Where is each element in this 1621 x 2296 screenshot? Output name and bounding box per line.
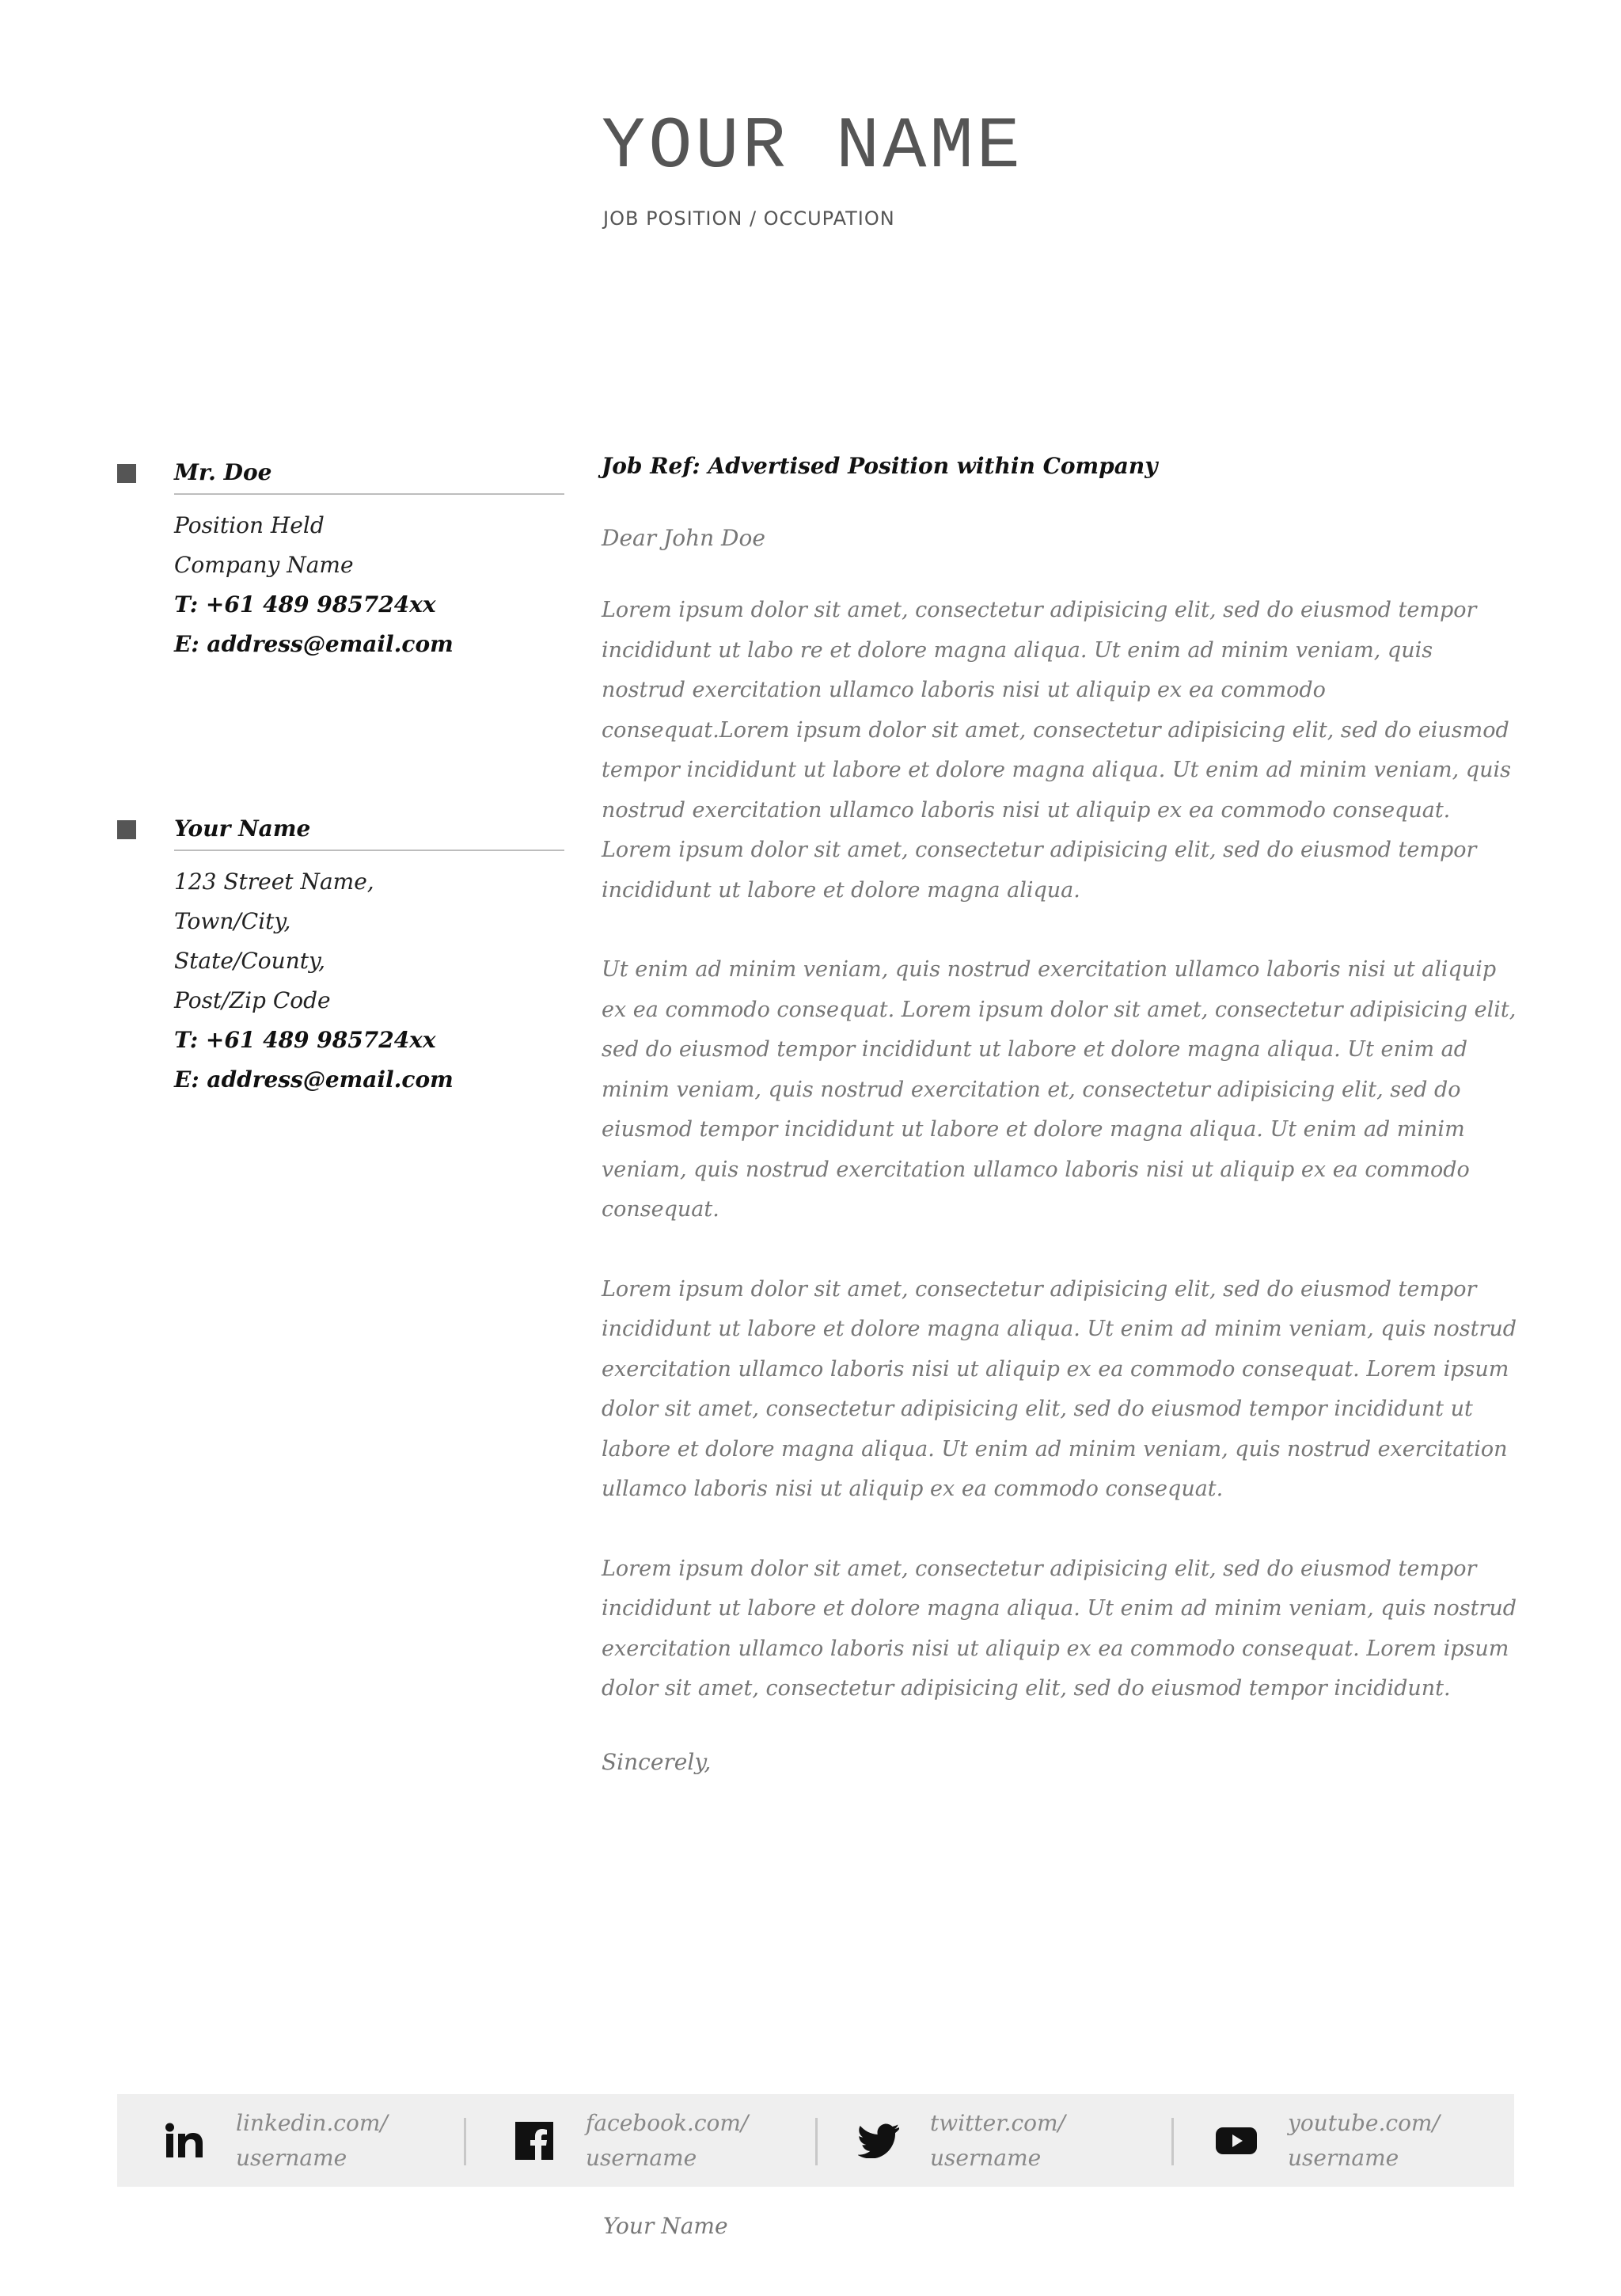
recipient-name: Mr. Doe [174,459,564,495]
facebook-icon [513,2119,556,2162]
youtube-username: username [1288,2144,1399,2171]
facebook-text [586,2106,748,2176]
header-name: YOUR NAME [602,105,1023,188]
facebook-link[interactable] [513,2094,748,2187]
sender-town: Town/City, [174,908,291,934]
linkedin-domain: linkedin.com/ [236,2109,388,2136]
recipient-phone: T: +61 489 985724xx [174,591,436,618]
letter-body [602,453,1520,1775]
paragraph-1: Lorem ipsum dolor sit amet, consectetur adipisicing elit, sed do eiusmod tempor incididunt ut labo re et dolore magna aliqua. Ut enim ad minim veniam, quis nostrud exercitation ullamco laboris nisi ut aliquip ex ea commodo consequat.Lorem ipsum dolor sit amet, consectetur adipisicing elit, sed do eiusmod tempor incididunt ut labore et dolore magna aliqua. Ut enim ad minim veniam, quis nostrud exercitation ullamco laboris nisi ut aliquip ex ea commodo consequat. Lorem ipsum dolor sit amet, consectetur adipisicing elit, sed do eiusmod tempor incididunt ut labore et dolore magna aliqua. [602,598,1511,903]
twitter-text [930,2106,1065,2176]
linkedin-icon [163,2119,206,2162]
recipient-email: E: address@email.com [174,631,454,657]
recipient-block [117,459,564,664]
paragraph-2: Ut enim ad minim veniam, quis nostrud exercitation ullamco laboris nisi ut aliquip ex ea commodo consequat. Lorem ipsum dolor sit amet, consectetur adipisicing elit, sed do eiusmod tempor incididunt ut labore et dolore magna aliqua. Ut enim ad minim veniam, quis nostrud exercitation et, consectetur adipisicing elit, sed do eiusmod tempor incididunt ut labore et dolore magna aliqua. Ut enim ad minim veniam, quis nostrud exercitation ullamco laboris nisi ut aliquip ex ea commodo consequat. [602,957,1517,1222]
sender-block [117,815,564,1100]
twitter-link[interactable] [857,2094,1065,2187]
linkedin-link[interactable] [163,2094,388,2187]
closing: Sincerely, [602,1748,712,1775]
recipient-position: Position Held [174,512,325,538]
footer-divider [1171,2118,1174,2165]
sender-state: State/County, [174,948,325,974]
social-footer [117,2094,1514,2187]
sender-phone: T: +61 489 985724xx [174,1027,436,1053]
youtube-icon [1215,2119,1258,2162]
linkedin-username: username [236,2144,347,2171]
recipient-marker [117,464,136,483]
footer-divider [815,2118,818,2165]
footer-name: Your Name [603,2213,728,2239]
sender-street: 123 Street Name, [174,869,374,895]
job-reference: Job Ref: Advertised Position within Company [602,453,1158,479]
header-job-title: JOB POSITION / OCCUPATION [603,207,895,230]
linkedin-text [236,2106,388,2176]
paragraph-3: Lorem ipsum dolor sit amet, consectetur adipisicing elit, sed do eiusmod tempor incididunt ut labore et dolore magna aliqua. Ut enim ad minim veniam, quis nostrud exercitation ullamco laboris nisi ut aliquip ex ea commodo consequat. Lorem ipsum dolor sit amet, consectetur adipisicing elit, sed do eiusmod tempor incididunt ut labore et dolore magna aliqua. Ut enim ad minim veniam, quis nostrud exercitation ullamco laboris nisi ut aliquip ex ea commodo consequat. [602,1276,1517,1501]
facebook-domain: facebook.com/ [586,2109,749,2136]
footer-divider [464,2118,466,2165]
sender-details [174,862,564,1100]
twitter-icon [857,2119,900,2162]
paragraph-4: Lorem ipsum dolor sit amet, consectetur adipisicing elit, sed do eiusmod tempor incididunt ut labore et dolore magna aliqua. Ut enim ad minim veniam, quis nostrud exercitation ullamco laboris nisi ut aliquip ex ea commodo consequat. Lorem ipsum dolor sit amet, consectetur adipisicing elit, sed do eiusmod tempor incididunt. [602,1556,1517,1701]
recipient-company: Company Name [174,552,354,578]
twitter-username: username [930,2144,1042,2171]
sender-postcode: Post/Zip Code [174,987,331,1013]
sender-marker [117,820,136,839]
youtube-text [1288,2106,1440,2176]
greeting: Dear John Doe [602,525,765,551]
sender-email: E: address@email.com [174,1066,454,1093]
sender-name: Your Name [174,815,564,851]
facebook-username: username [586,2144,697,2171]
recipient-details [174,506,564,664]
twitter-domain: twitter.com/ [930,2109,1065,2136]
youtube-link[interactable] [1215,2094,1440,2187]
youtube-domain: youtube.com/ [1288,2109,1440,2136]
